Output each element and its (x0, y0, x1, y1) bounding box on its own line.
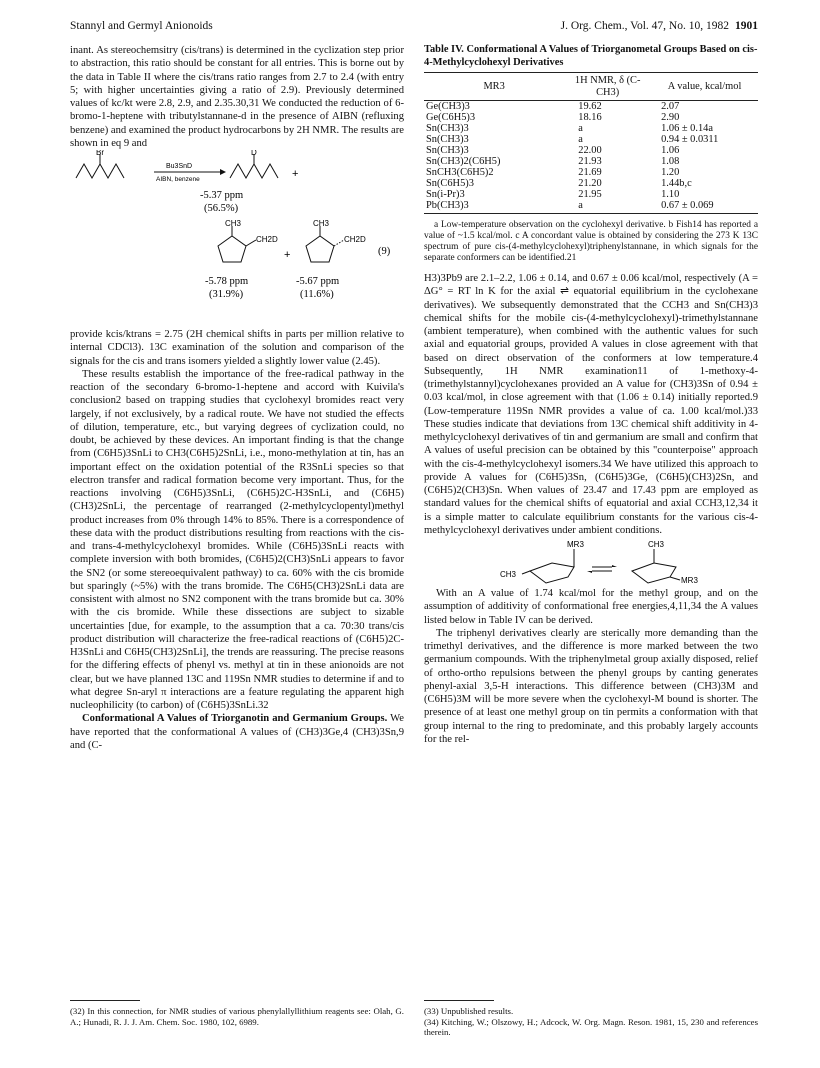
br-label: Br (96, 150, 104, 157)
table-cell-shift: 21.93 (578, 156, 602, 167)
table-cell-shift: 18.16 (578, 112, 602, 123)
table-footnote-text: a Low-temperature observation on the cyclohexyl derivative. b Fish14 has reported a value of ~1.5 kcal/mol. c A concordant value is obtained by considering the 273 K 13C spectrum of pure cis-(4-methylcyclohexyl)triphenylstannane, in which signals for the separate conformers can be identified.21 (424, 220, 758, 263)
footnote-32: (32) In this connection, for NMR studies of various phenylallyllithium reagents see: Olah, G. A.; Hunadi, R. J. J. Am. Chem. Soc. 1980, 102, 6989. (70, 1006, 404, 1027)
conformer-equilibrium-scheme (424, 537, 758, 587)
product2-ppm: -5.78 ppm (205, 276, 249, 287)
plus-sign-2: + (284, 249, 291, 261)
footnote-rule-right (424, 1000, 494, 1001)
deuterio-heptene-chain (230, 164, 278, 178)
running-head-title: Stannyl and Germyl Anionoids (70, 20, 213, 32)
cis-ch3-label: CH3 (225, 219, 242, 228)
cis-cyclopentane-ring (218, 236, 246, 262)
axial-mr3-label: MR3 (567, 540, 584, 549)
product1-percent: (56.5%) (204, 203, 239, 214)
table-cell-group: Sn(i-Pr)3 (426, 189, 465, 200)
reagent-bottom: AIBN, benzene (156, 176, 200, 183)
trans-ch3-label: CH3 (313, 219, 330, 228)
left-ch3-label: CH3 (500, 570, 517, 579)
equation-9-drawing (70, 150, 404, 328)
equation-9-scheme (70, 150, 404, 328)
table-header-cell: 1H NMR, δ (C-CH3) (564, 73, 651, 101)
left-paragraph-4 (70, 712, 404, 752)
equatorial-mr3-bond (670, 577, 680, 580)
right-paragraph-3: The triphenyl derivatives clearly are sterically more demanding than the trimethyl derivatives, and the difference is more marked between the two germanium compounds. With the triphenylmetal group axially disposed, relief of ortho-ortho repulsions between the phenyl groups by canting generates phenyl-axial 3,5-H interactions. This difference between (CH3)3M and (C6H5)3M will be more severe when the cyclohexyl-M bound is shorter. The presence of at least one methyl group on tin permits a conformation with that group internal to the ring to predominate, and this probably largely accounts for the rel- (424, 627, 758, 745)
journal-citation: J. Org. Chem., Vol. 47, No. 10, 1982 (560, 20, 729, 32)
table-cell-group: Sn(CH3)3 (426, 134, 469, 145)
trans-ch2d-label: CH2D (344, 235, 366, 244)
table-footnotes (424, 220, 758, 264)
equatorial-chair-ring (632, 563, 676, 583)
table-cell-a-value: 1.06 ± 0.14a (661, 123, 713, 134)
table-cell-shift: a (578, 123, 583, 134)
trans-cyclopentane-ring (306, 236, 334, 262)
table-cell-shift: a (564, 200, 651, 214)
footnotes-right (424, 1006, 758, 1038)
table-row (424, 167, 758, 178)
table-row (424, 178, 758, 189)
cis-ch2d-label: CH2D (256, 235, 278, 244)
table-header-cell: A value, kcal/mol (651, 73, 758, 101)
table-cell-group: SnCH3(C6H5)2 (426, 167, 494, 178)
table-row (424, 189, 758, 200)
table-header-cell: MR3 (424, 73, 564, 101)
table-cell-shift: 21.95 (578, 189, 602, 200)
footnote-rule-left (70, 1000, 140, 1001)
right-paragraph-1: H3)3Pb9 are 2.1–2.2, 1.06 ± 0.14, and 0.67 ± 0.06 kcal/mol, respectively (A = ΔG° = RT ln K for the axial ⇌ equatorial equilibrium in the cyclohexane derivatives). We subsequently demonstrated that the CCH3 and Sn(CH3)3 chemical shifts for the mobile cis-(4-methylcyclohexyl)-trimethylstannane (ambient temperature), when combined with the authentic values for such axial and equatorial groups, provided A values in close agreement with that based on direct observation of the conformers at low temperature.4 Subsequently, 1H NMR examination11 of 1-methoxy-4-(trimethylstannyl)cyclohexanes provided an A value for (CH3)3Sn of 0.94 ± 0.03 kcal/mol, in close agreement with that (1.06 ± 0.14) initially reported.9 (Low-temperature 119Sn NMR provides a value of ca. 1.00 kcal/mol.)33 These studies indicate that deviations from 13C chemical shift additivity in 4-methylcyclohexyl derivatives of tin and germanium are small and confirm that A values of useful precision can be obtained by this "counterpoise" approach with the cis-4-methylcyclohexyl isomers.34 We have utilized this approach to provide A values for (C6H5)3Sn, (C6H5)3Ge, (C6H5)(CH3)2Sn, and (C6H5)2(CH3)Sn. When values of 23.47 and 17.43 ppm are employed as standard values for the chemical shifts of equatorial and axial CCH3,12,34 it is a simple matter to calculate equilibrium constants for the various cis-4-methylcyclohexyl derivatives under ambient conditions. (424, 273, 758, 536)
left-column (70, 44, 404, 752)
table-cell-a-value: 2.90 (661, 112, 680, 123)
equilibrium-head-bottom (587, 571, 592, 573)
table-cell-a-value: 1.06 (661, 145, 680, 156)
left-paragraph-3: These results establish the importance of the free-radical pathway in the reaction of the secondary 6-bromo-1-heptene and accord with Kuivila's conclusion2 based on trapping studies that cyclohexyl bromides react very largely, if not exclusively, by a radical route. We have not studied the effects of dilution, temperature, etc., but varying degrees of cyclization could, no doubt, be achieved by these devices. An important finding is that the change from (C6H5)3SnLi to CH3(C6H5)2SnLi, i.e., mono-methylation at tin, has an important effect on the oxidation potential of the R3SnLi species so that electron transfer and radical formation become very important. Thus, for the reactions involving (C6H5)3SnLi, (C6H5)2C-H3SnLi, and (C6H5)(CH3)2SnLi, the percentage of rearranged (2-methylcyclopentyl)methyl product increases from 0% through 14% to 85%. There is a correspondence of these data with the product distributions resulting from reactions with the cis- and trans-4-methylcyclohexyl bromides. While (C6H5)3SnLi reacts with complete inversion with both bromides, (C6H5)2(CH3)SnLi appears to favor the SN2 (or some stereoequivalent pathway) to ca. 60% with the cis bromide but sparingly (~5%) with the trans bromide. The C6H5(CH3)2SnLi data are consistent with almost no SN2 component with the trans bromide but ca. 30% with the cis bromide. While these dissections are subject to sizable uncertainties [due, for example, to the assumption that a ca. 70:30 trans/cis product distribution will characterize the free-radical reactions of (C6H5)2C-H3SnLi and C6H5(CH3)2SnLi], the trends are reassuring. The precise reasons for the differing effects of phenyl vs. methyl at tin in these anionoids are not clear, but we have planned 13C and 119Sn NMR studies to determine if and to what degree Sn-aryl π interactions are a feature regulating the apparent high nucleophilicity (to carbon) of (C6H5)3SnLi.32 (70, 368, 404, 711)
table-cell-a-value: 1.20 (661, 167, 680, 178)
reagent-top: Bu3SnD (166, 163, 193, 170)
axial-chair-ring (530, 563, 574, 583)
table-cell-shift: 22.00 (578, 145, 602, 156)
table-title: Table IV. Conformational A Values of Triorganometal Groups Based on cis-4-Methylcyclohexyl Derivatives (424, 44, 758, 68)
table-cell-shift: 19.62 (578, 101, 602, 112)
footnote-34: (34) Kitching, W.; Olszowy, H.; Adcock, W. Org. Magn. Reson. 1981, 15, 230 and references therein. (424, 1016, 758, 1037)
right-mr3-label: MR3 (681, 576, 698, 585)
table-cell-group: Sn(CH3)2(C6H5) (426, 156, 501, 167)
table-iv (424, 72, 758, 214)
product2-percent: (31.9%) (209, 289, 244, 300)
table-row (424, 134, 758, 145)
plus-sign-1: + (292, 168, 299, 180)
section-heading: Conformational A Values of Triorganotin and Germanium Groups. (82, 713, 388, 725)
left-paragraph-1: inant. As stereochemsitry (cis/trans) is determined in the cyclization step prior to abstraction, this ratio should be constant for all entries. This is borne out by the data in Table II where the cis/trans ratio ranges from 2.7 to 2.4 (with entry 5; with higher uncertainties giving a ratio of 2.9). Previously determined values of kc/kt were 2.8, 2.9, and 2.35.30,31 We conducted the reduction of 6-bromo-1-heptene with tributylstannane-d in the presence of AIBN (refluxing benzene) and examined the product hydrocarbons by 2H NMR. The results are shown in eq 9 and (70, 45, 404, 149)
table-cell-group: Sn(CH3)3 (426, 145, 469, 156)
d-label: D (251, 150, 257, 157)
table-cell-group: Ge(CH3)3 (426, 101, 470, 112)
equation-number: (9) (378, 246, 391, 257)
page-number: 1901 (735, 20, 758, 32)
left-paragraph-2: provide kcis/ktrans = 2.75 (2H chemical shifts in parts per million relative to internal CDCl3). 13C examination of the solution and comparison of the signals for the cis and trans isomers yielded a slightly lower value (2.45). (70, 329, 404, 367)
equilibrium-head-top (612, 565, 617, 567)
table-row (424, 200, 758, 214)
table-row (424, 145, 758, 156)
top-ch3-label: CH3 (648, 540, 665, 549)
right-column (424, 44, 758, 746)
table-cell-group: Sn(C6H5)3 (426, 178, 474, 189)
equatorial-ch3-bond (522, 571, 530, 574)
running-head-journal (561, 20, 758, 32)
table-row (424, 156, 758, 167)
table-cell-a-value: 0.94 ± 0.0311 (661, 134, 719, 145)
table-cell-a-value: 0.67 ± 0.069 (651, 200, 758, 214)
table-cell-group: Sn(CH3)3 (426, 123, 469, 134)
table-cell-a-value: 1.10 (661, 189, 680, 200)
right-paragraph-2: With an A value of 1.74 kcal/mol for the methyl group, and on the assumption of additivity of conformational free energies,4,11,34 the A values listed below in Table IV can be derived. (424, 588, 758, 626)
arrow-head (220, 169, 226, 175)
trans-ch2d-bond (334, 240, 344, 246)
table-row (424, 123, 758, 134)
table-row (424, 101, 758, 113)
table-cell-group: Ge(C6H5)3 (426, 112, 476, 123)
table-body (424, 101, 758, 214)
cis-ch2d-bond (246, 240, 256, 246)
conformer-equilibrium-drawing (424, 537, 758, 587)
bromoheptene-chain (76, 164, 124, 178)
product3-ppm: -5.67 ppm (296, 276, 340, 287)
product1-ppm: -5.37 ppm (200, 190, 244, 201)
left-paragraph-4-text: We have reported that the conformational A values of (CH3)3Ge,4 (CH3)3Sn,9 and (C- (70, 713, 404, 751)
table-cell-group: Pb(CH3)3 (424, 200, 564, 214)
table-cell-a-value: 2.07 (661, 101, 680, 112)
table-cell-shift: 21.20 (578, 178, 602, 189)
table-row (424, 112, 758, 123)
table-cell-a-value: 1.44b,c (661, 178, 692, 189)
footnote-33: (33) Unpublished results. (424, 1006, 514, 1016)
table-cell-a-value: 1.08 (661, 156, 680, 167)
product3-percent: (11.6%) (300, 289, 334, 300)
table-header-row (424, 73, 758, 101)
table-cell-shift: 21.69 (578, 167, 602, 178)
table-cell-shift: a (578, 134, 583, 145)
